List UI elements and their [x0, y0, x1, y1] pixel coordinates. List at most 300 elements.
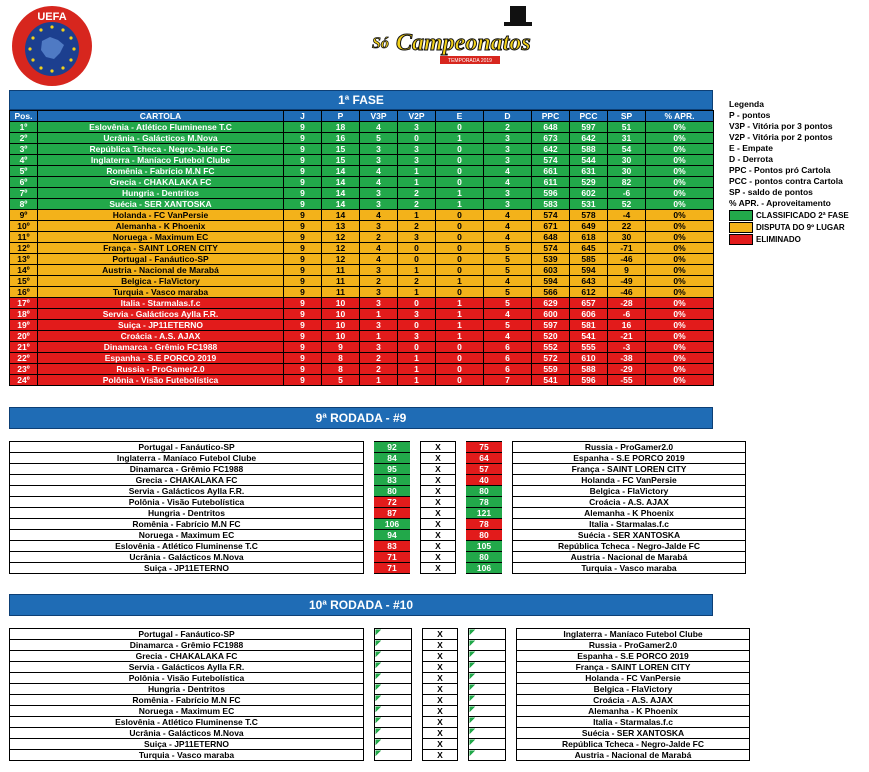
standings-row [10, 254, 714, 265]
cell-v2p: 1 [398, 166, 436, 177]
cell-ppc: 539 [532, 254, 570, 265]
spacer [364, 530, 375, 541]
home-score: 95 [374, 464, 410, 475]
cell-d: 6 [484, 364, 532, 375]
spacer [412, 684, 423, 695]
cell-pcc: 645 [570, 243, 608, 254]
cell-v2p: 3 [398, 144, 436, 155]
cell-apr: 0% [646, 177, 714, 188]
cell-pos: 19º [10, 320, 38, 331]
legend-line: PCC - pontos contra Cartola [729, 176, 843, 186]
cell-apr: 0% [646, 155, 714, 166]
vs-marker: X [423, 750, 458, 761]
legend-color-label: DISPUTA DO 9º LUGAR [756, 223, 845, 232]
cell-j: 9 [284, 155, 322, 166]
vs-marker: X [421, 508, 456, 519]
home-score: 106 [374, 519, 410, 530]
cell-sp: -6 [608, 309, 646, 320]
cell-sp: 16 [608, 320, 646, 331]
cell-j: 9 [284, 265, 322, 276]
cell-e: 1 [436, 188, 484, 199]
cell-v2p: 1 [398, 353, 436, 364]
spacer [364, 497, 375, 508]
cell-p: 8 [322, 353, 360, 364]
spacer [458, 739, 469, 750]
cell-pcc: 594 [570, 265, 608, 276]
cell-ppc: 648 [532, 232, 570, 243]
spacer [410, 442, 421, 453]
cell-e: 0 [436, 364, 484, 375]
home-score: 80 [374, 486, 410, 497]
home-team: Hungria - Dentritos [10, 684, 364, 695]
away-score: 64 [466, 453, 502, 464]
header-cell: V2P [398, 111, 436, 122]
cell-ppc: 661 [532, 166, 570, 177]
spacer [410, 519, 421, 530]
spacer [502, 552, 513, 563]
match-row [10, 662, 750, 673]
match-row [10, 563, 746, 574]
cell-v3p: 2 [360, 232, 398, 243]
cell-ppc: 603 [532, 265, 570, 276]
cell-d: 5 [484, 265, 532, 276]
spacer [458, 728, 469, 739]
cell-pos: 7º [10, 188, 38, 199]
match-row [10, 739, 750, 750]
cell-apr: 0% [646, 309, 714, 320]
vs-marker: X [421, 475, 456, 486]
cell-e: 1 [436, 298, 484, 309]
home-team: Dinamarca - Grêmio FC1988 [10, 640, 364, 651]
cell-j: 9 [284, 276, 322, 287]
standings-row [10, 353, 714, 364]
cell-d: 4 [484, 221, 532, 232]
cell-ppc: 611 [532, 177, 570, 188]
away-team: Croácia - A.S. AJAX [513, 497, 746, 508]
cell-ppc: 541 [532, 375, 570, 386]
round9-title: 9ª RODADA - #9 [9, 407, 713, 429]
cell-sp: -71 [608, 243, 646, 254]
cell-cartola: França - SAINT LOREN CITY [38, 243, 284, 254]
standings-row [10, 243, 714, 254]
home-team: Romênia - Fabrício M.N FC [10, 695, 364, 706]
spacer [458, 684, 469, 695]
away-team: Belgica - FlaVictory [517, 684, 750, 695]
home-score-empty [375, 640, 412, 651]
cell-apr: 0% [646, 375, 714, 386]
spacer [412, 673, 423, 684]
spacer [456, 486, 467, 497]
away-team: Espanha - S.E PORCO 2019 [513, 453, 746, 464]
spacer [364, 519, 375, 530]
away-team: França - SAINT LOREN CITY [513, 464, 746, 475]
away-score: 80 [466, 486, 502, 497]
cell-pos: 18º [10, 309, 38, 320]
spacer [410, 464, 421, 475]
legend-swatch [729, 222, 753, 233]
cell-pos: 12º [10, 243, 38, 254]
spacer [410, 497, 421, 508]
cell-e: 1 [436, 199, 484, 210]
standings-row [10, 155, 714, 166]
cell-v2p: 3 [398, 155, 436, 166]
spacer [456, 475, 467, 486]
cell-pcc: 555 [570, 342, 608, 353]
spacer [410, 541, 421, 552]
cell-pcc: 642 [570, 133, 608, 144]
match-row [10, 673, 750, 684]
cell-pcc: 588 [570, 364, 608, 375]
spacer [364, 717, 375, 728]
cell-p: 11 [322, 276, 360, 287]
cell-e: 0 [436, 287, 484, 298]
cell-e: 0 [436, 375, 484, 386]
cell-v3p: 3 [360, 287, 398, 298]
cell-cartola: Espanha - S.E PORCO 2019 [38, 353, 284, 364]
away-team: Alemanha - K Phoenix [517, 706, 750, 717]
home-team: Noruega - Maximum EC [10, 706, 364, 717]
cell-apr: 0% [646, 133, 714, 144]
cell-pcc: 610 [570, 353, 608, 364]
cell-apr: 0% [646, 254, 714, 265]
cell-v3p: 1 [360, 331, 398, 342]
cell-d: 7 [484, 375, 532, 386]
cell-apr: 0% [646, 276, 714, 287]
away-score-empty [469, 662, 506, 673]
spacer [364, 673, 375, 684]
cell-sp: 22 [608, 221, 646, 232]
spacer [412, 629, 423, 640]
cell-v3p: 3 [360, 298, 398, 309]
cell-ppc: 574 [532, 210, 570, 221]
cell-d: 3 [484, 199, 532, 210]
cell-d: 4 [484, 276, 532, 287]
cell-pos: 8º [10, 199, 38, 210]
uefa-logo [8, 5, 96, 87]
spacer [364, 552, 375, 563]
away-team: Suécia - SER XANTOSKA [513, 530, 746, 541]
cell-v3p: 3 [360, 199, 398, 210]
cell-sp: 54 [608, 144, 646, 155]
cell-v3p: 3 [360, 221, 398, 232]
cell-pcc: 585 [570, 254, 608, 265]
cell-p: 10 [322, 298, 360, 309]
away-score-empty [469, 640, 506, 651]
cell-v2p: 1 [398, 210, 436, 221]
cell-p: 12 [322, 243, 360, 254]
cell-apr: 0% [646, 232, 714, 243]
cell-v2p: 3 [398, 309, 436, 320]
standings-row [10, 309, 714, 320]
cell-ppc: 642 [532, 144, 570, 155]
cell-j: 9 [284, 122, 322, 133]
match-row [10, 651, 750, 662]
cell-apr: 0% [646, 287, 714, 298]
home-team: Suiça - JP11ETERNO [10, 739, 364, 750]
vs-marker: X [421, 442, 456, 453]
away-team: Austria - Nacional de Marabá [517, 750, 750, 761]
cell-cartola: Suiça - JP11ETERNO [38, 320, 284, 331]
cell-cartola: Inglaterra - Maníaco Futebol Clube [38, 155, 284, 166]
vs-marker: X [423, 717, 458, 728]
spacer [412, 695, 423, 706]
standings-row [10, 287, 714, 298]
standings-row [10, 199, 714, 210]
cell-sp: -46 [608, 287, 646, 298]
away-team: Holanda - FC VanPersie [517, 673, 750, 684]
cell-pcc: 657 [570, 298, 608, 309]
cell-apr: 0% [646, 144, 714, 155]
spacer [502, 497, 513, 508]
cell-d: 5 [484, 287, 532, 298]
spacer [364, 486, 375, 497]
cell-p: 11 [322, 287, 360, 298]
standings-row [10, 232, 714, 243]
home-score: 83 [374, 475, 410, 486]
so-campeonatos-logo [360, 4, 560, 72]
away-score-empty [469, 651, 506, 662]
away-score: 105 [466, 541, 502, 552]
cell-p: 10 [322, 320, 360, 331]
standings-row [10, 188, 714, 199]
vs-marker: X [423, 684, 458, 695]
legend-color-row [729, 222, 869, 233]
cell-v2p: 2 [398, 188, 436, 199]
cell-p: 8 [322, 364, 360, 375]
legend-color-row [729, 210, 869, 221]
cell-v2p: 3 [398, 122, 436, 133]
standings-row [10, 320, 714, 331]
match-row [10, 442, 746, 453]
cell-e: 0 [436, 166, 484, 177]
cell-pcc: 531 [570, 199, 608, 210]
cell-j: 9 [284, 331, 322, 342]
vs-marker: X [423, 651, 458, 662]
cell-v3p: 3 [360, 188, 398, 199]
cell-pos: 5º [10, 166, 38, 177]
cell-pcc: 588 [570, 144, 608, 155]
spacer [502, 442, 513, 453]
cell-j: 9 [284, 144, 322, 155]
cell-p: 10 [322, 331, 360, 342]
cell-d: 5 [484, 243, 532, 254]
away-score-empty [469, 706, 506, 717]
away-team: Italia - Starmalas.f.c [517, 717, 750, 728]
home-score-empty [375, 728, 412, 739]
away-score: 75 [466, 442, 502, 453]
cell-e: 0 [436, 155, 484, 166]
home-team: Turquia - Vasco maraba [10, 750, 364, 761]
home-score-empty [375, 629, 412, 640]
cell-e: 0 [436, 221, 484, 232]
cell-j: 9 [284, 287, 322, 298]
cell-d: 4 [484, 166, 532, 177]
cell-pos: 20º [10, 331, 38, 342]
spacer [506, 640, 517, 651]
cell-v3p: 4 [360, 166, 398, 177]
phase-title: 1ª FASE [9, 90, 713, 110]
cell-sp: -21 [608, 331, 646, 342]
cell-p: 12 [322, 232, 360, 243]
cell-j: 9 [284, 210, 322, 221]
legend-swatch [729, 210, 753, 221]
legend-title: Legenda [729, 99, 764, 109]
cell-apr: 0% [646, 122, 714, 133]
cell-pos: 3º [10, 144, 38, 155]
header-cell: Pos. [10, 111, 38, 122]
cell-pos: 9º [10, 210, 38, 221]
spacer [364, 475, 375, 486]
cell-e: 1 [436, 276, 484, 287]
home-team: Grecia - CHAKALAKA FC [10, 651, 364, 662]
spacer [412, 739, 423, 750]
vs-marker: X [423, 673, 458, 684]
cell-sp: 30 [608, 166, 646, 177]
cell-j: 9 [284, 188, 322, 199]
cell-pos: 17º [10, 298, 38, 309]
match-row [10, 695, 750, 706]
cell-cartola: Dinamarca - Grêmio FC1988 [38, 342, 284, 353]
spacer [458, 673, 469, 684]
cell-d: 3 [484, 188, 532, 199]
header-cell: E [436, 111, 484, 122]
cell-d: 6 [484, 353, 532, 364]
vs-marker: X [421, 563, 456, 574]
home-team: Ucrânia - Galácticos M.Nova [10, 552, 364, 563]
cell-ppc: 673 [532, 133, 570, 144]
cell-d: 6 [484, 342, 532, 353]
away-team: Austria - Nacional de Marabá [513, 552, 746, 563]
home-team: Eslovênia - Atlético Fluminense T.C [10, 541, 364, 552]
campeonatos-text: Campeonatos [396, 30, 531, 56]
cell-j: 9 [284, 199, 322, 210]
spacer [506, 728, 517, 739]
cell-ppc: 600 [532, 309, 570, 320]
spacer [506, 651, 517, 662]
spacer [456, 497, 467, 508]
spacer [364, 684, 375, 695]
standings-row [10, 364, 714, 375]
cell-pos: 10º [10, 221, 38, 232]
away-score-empty [469, 750, 506, 761]
standings-row [10, 342, 714, 353]
away-team: Russia - ProGamer2.0 [513, 442, 746, 453]
vs-marker: X [423, 739, 458, 750]
standings-row [10, 122, 714, 133]
cell-cartola: Grecia - CHAKALAKA FC [38, 177, 284, 188]
cell-cartola: Polônia - Visão Futebolística [38, 375, 284, 386]
spacer [364, 464, 375, 475]
vs-marker: X [423, 706, 458, 717]
so-text: Só [372, 35, 389, 52]
cell-e: 0 [436, 177, 484, 188]
header-cell: V3P [360, 111, 398, 122]
home-team: Polônia - Visão Futebolística [10, 673, 364, 684]
header-cell: PPC [532, 111, 570, 122]
cell-pos: 1º [10, 122, 38, 133]
home-score-empty [375, 662, 412, 673]
spacer [458, 651, 469, 662]
vs-marker: X [421, 530, 456, 541]
cell-pcc: 578 [570, 210, 608, 221]
cell-cartola: Ucrânia - Galácticos M.Nova [38, 133, 284, 144]
cell-sp: -6 [608, 188, 646, 199]
away-team: República Tcheca - Negro-Jalde FC [517, 739, 750, 750]
cell-pcc: 606 [570, 309, 608, 320]
cell-sp: 52 [608, 199, 646, 210]
cell-j: 9 [284, 254, 322, 265]
cell-v2p: 3 [398, 331, 436, 342]
cell-sp: -49 [608, 276, 646, 287]
spacer [364, 750, 375, 761]
cell-v2p: 0 [398, 133, 436, 144]
cell-apr: 0% [646, 210, 714, 221]
spacer [364, 706, 375, 717]
cell-sp: 51 [608, 122, 646, 133]
legend-line: SP - saldo de pontos [729, 187, 813, 197]
standings-row [10, 144, 714, 155]
spacer [458, 640, 469, 651]
cell-pos: 4º [10, 155, 38, 166]
cell-v2p: 2 [398, 199, 436, 210]
legend [729, 99, 869, 209]
away-score: 106 [466, 563, 502, 574]
home-score-empty [375, 706, 412, 717]
match-row [10, 728, 750, 739]
match-row [10, 475, 746, 486]
standings-row [10, 375, 714, 386]
spacer [506, 739, 517, 750]
cell-e: 0 [436, 353, 484, 364]
cell-apr: 0% [646, 364, 714, 375]
cell-pos: 24º [10, 375, 38, 386]
spacer [458, 662, 469, 673]
spacer [458, 750, 469, 761]
cell-v2p: 0 [398, 254, 436, 265]
match-row [10, 717, 750, 728]
cell-d: 3 [484, 133, 532, 144]
cell-sp: 9 [608, 265, 646, 276]
cell-pos: 13º [10, 254, 38, 265]
cell-d: 4 [484, 232, 532, 243]
home-team: Noruega - Maximum EC [10, 530, 364, 541]
cell-ppc: 566 [532, 287, 570, 298]
cell-j: 9 [284, 232, 322, 243]
home-team: Polônia - Visão Futebolística [10, 497, 364, 508]
cell-pcc: 544 [570, 155, 608, 166]
cell-pcc: 529 [570, 177, 608, 188]
cell-cartola: Portugal - Fanáutico-SP [38, 254, 284, 265]
standings-row [10, 331, 714, 342]
home-team: Servia - Galácticos Aylla F.R. [10, 486, 364, 497]
cell-v3p: 3 [360, 320, 398, 331]
cell-apr: 0% [646, 342, 714, 353]
cell-sp: -55 [608, 375, 646, 386]
cell-cartola: Russia - ProGamer2.0 [38, 364, 284, 375]
vs-marker: X [421, 486, 456, 497]
spacer [364, 563, 375, 574]
cell-pcc: 597 [570, 122, 608, 133]
spacer [502, 530, 513, 541]
cell-v3p: 5 [360, 133, 398, 144]
cell-e: 1 [436, 320, 484, 331]
match-row [10, 684, 750, 695]
cell-sp: -3 [608, 342, 646, 353]
cell-v3p: 4 [360, 210, 398, 221]
vs-marker: X [423, 662, 458, 673]
cell-e: 0 [436, 232, 484, 243]
cell-ppc: 572 [532, 353, 570, 364]
